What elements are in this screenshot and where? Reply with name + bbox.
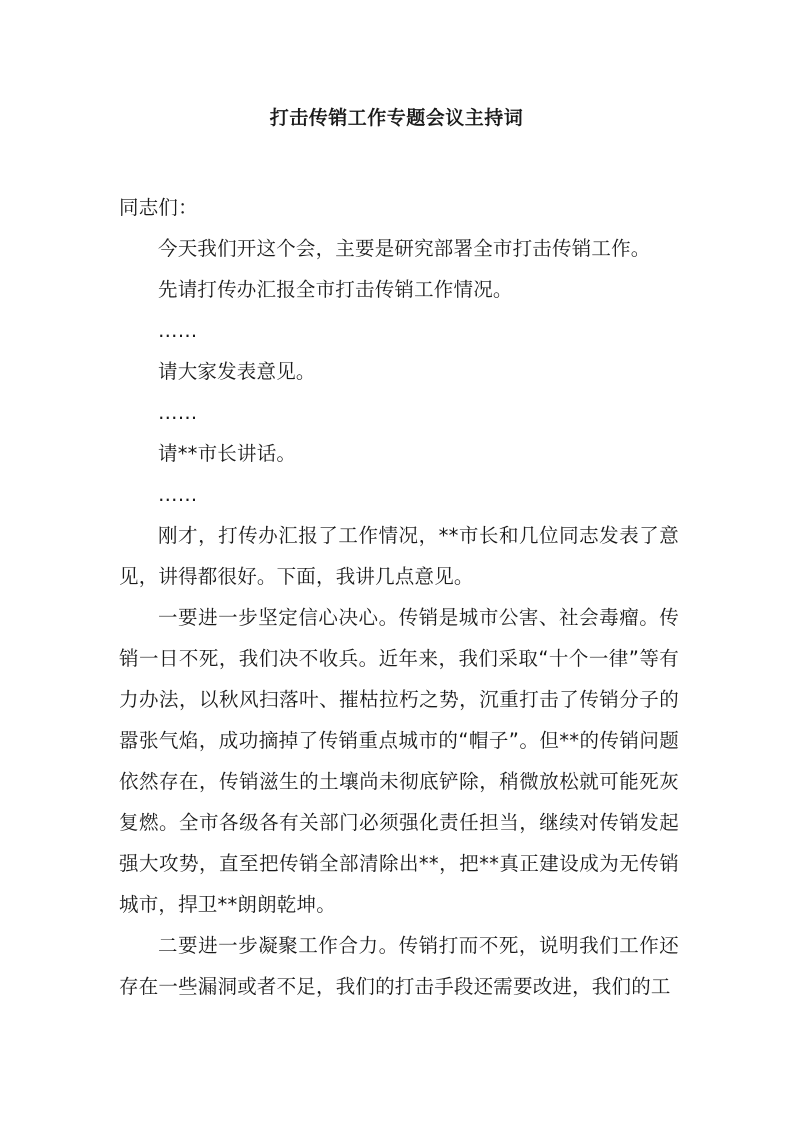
document-body: [119, 187, 679, 1007]
ellipsis-line: ……: [158, 483, 198, 506]
paragraph: 先请打传办汇报全市打击传销工作情况。: [158, 278, 513, 301]
paragraph: 请**市长讲话。: [158, 442, 297, 465]
paragraph: 请大家发表意见。: [158, 360, 316, 383]
paragraph: 刚才，打传办汇报了工作情况，**市长和几位同志发表了意见，讲得都很好。下面，我讲几点意见。: [119, 524, 679, 588]
ellipsis-line: ……: [158, 401, 198, 424]
paragraph: 二要进一步凝聚工作合力。传销打而不死，说明我们工作还存在一些漏洞或者不足，我们的打击手段还需要改进，我们的工: [119, 934, 679, 998]
salutation: 同志们：: [119, 196, 198, 219]
paragraph: 一要进一步坚定信心决心。传销是城市公害、社会毒瘤。传销一日不死，我们决不收兵。近年来，我们采取“十个一律”等有力办法，以秋风扫落叶、摧枯拉朽之势，沉重打击了传销分子的嚣张气焰，成功摘掉了传销重点城市的“帽子”。但**的传销问题依然存在，传销滋生的土壤尚未彻底铲除，稍微放松就可能死灰复燃。全市各级各有关部门必须强化责任担当，继续对传销发起强大攻势，直至把传销全部清除出**，把**真正建设成为无传销城市，捍卫**朗朗乾坤。: [119, 606, 679, 916]
document-title: 打击传销工作专题会议主持词: [269, 107, 524, 129]
paragraph: 今天我们开这个会，主要是研究部署全市打击传销工作。: [158, 237, 651, 260]
ellipsis-line: ……: [158, 319, 198, 342]
